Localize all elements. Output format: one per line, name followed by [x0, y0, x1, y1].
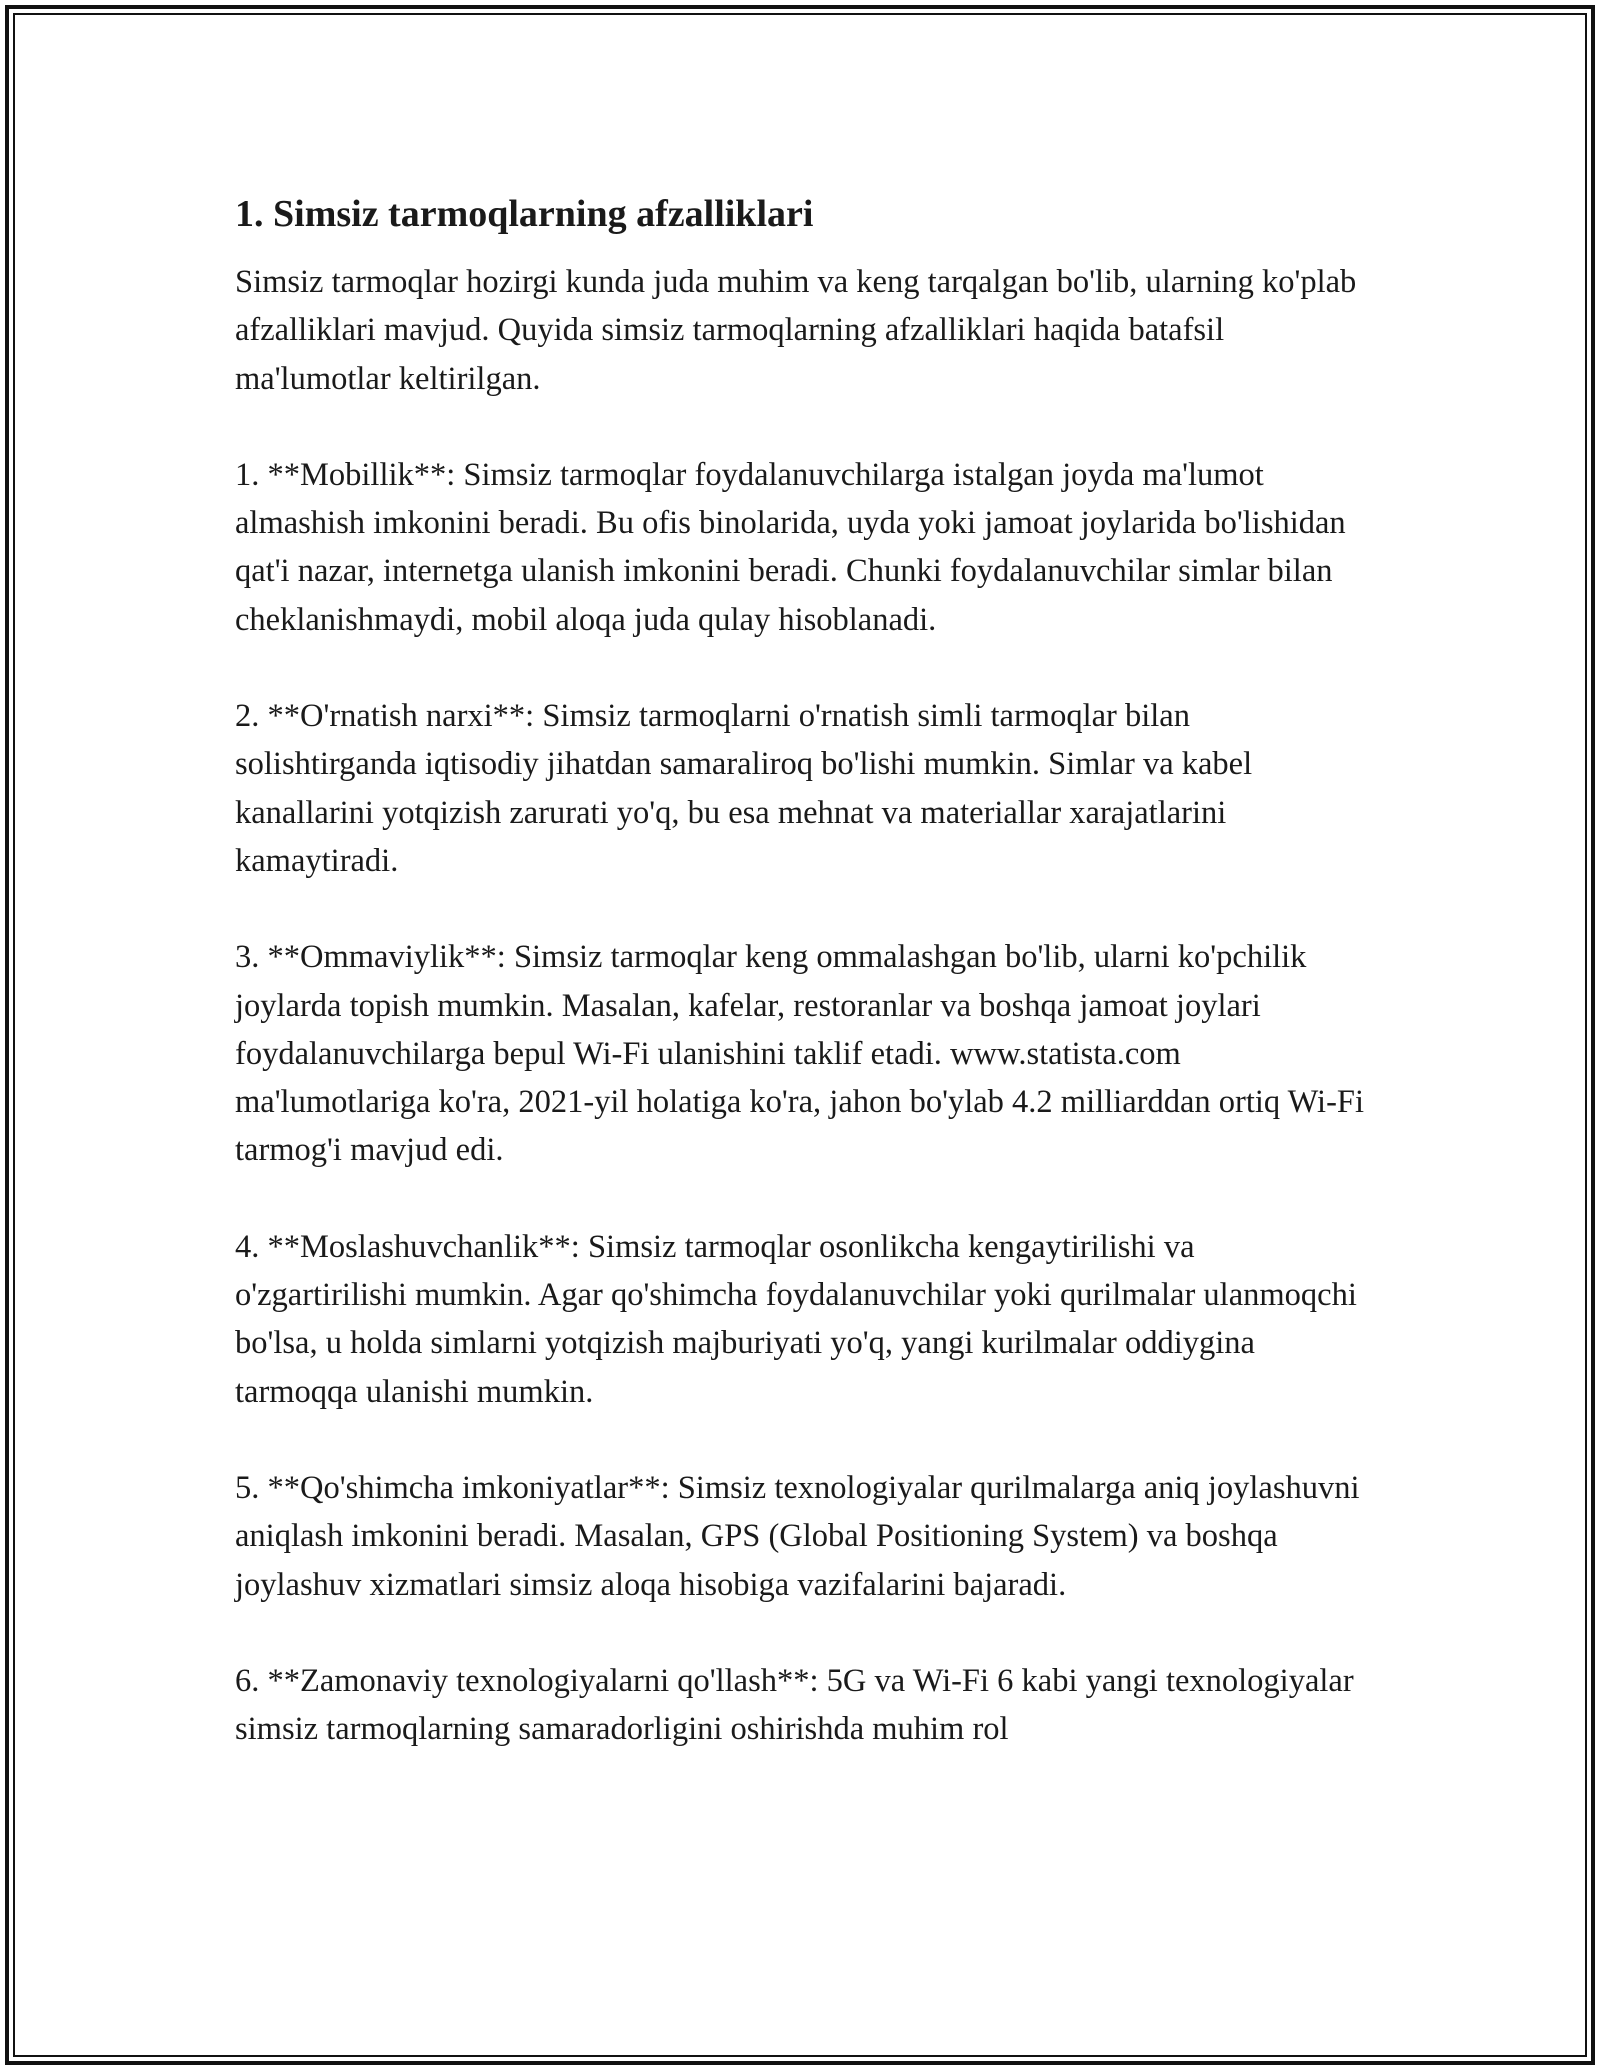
- list-item-flexibility: 4. **Moslashuvchanlik**: Simsiz tarmoqlar osonlikcha kengaytirilishi va o'zgartirilishi mumkin. Agar qo'shimcha foydalanuvchilar yoki qurilmalar ulanmoqchi bo'lsa, u holda simlarni yotqizish majburiyati yo'q, yangi kurilmalar oddiygina tarmoqqa ulanishi mumkin.: [235, 1228, 1357, 1410]
- document-page: [235, 188, 1365, 1801]
- list-item-mobility: 1. **Mobillik**: Simsiz tarmoqlar foydalanuvchilarga istalgan joyda ma'lumot almashish imkonini beradi. Bu ofis binolarida, uyda yoki jamoat joylarida bo'lishidan qat'i nazar, internetga ulanish imkonini beradi. Chunki foydalanuvchilar simlar bilan cheklanishmaydi, mobil aloqa juda qulay hisoblanadi.: [235, 456, 1346, 638]
- list-item-extra-features: 5. **Qo'shimcha imkoniyatlar**: Simsiz texnologiyalar qurilmalarga aniq joylashuvni aniqlash imkonini beradi. Masalan, GPS (Global Positioning System) va boshqa joylashuv xizmatlari simsiz aloqa hisobiga vazifalarini bajaradi.: [235, 1469, 1360, 1603]
- list-item-modern-technologies: 6. **Zamonaviy texnologiyalarni qo'llash**: 5G va Wi-Fi 6 kabi yangi texnologiyalar simsiz tarmoqlarning samaradorligini oshirishda muhim rol: [235, 1662, 1354, 1748]
- intro-paragraph: Simsiz tarmoqlar hozirgi kunda juda muhim va keng tarqalgan bo'lib, ularning ko'plab afzalliklari mavjud. Quyida simsiz tarmoqlarning afzalliklari haqida batafsil ma'lumotlar keltirilgan.: [235, 264, 1357, 397]
- list-item-popularity: 3. **Ommaviylik**: Simsiz tarmoqlar keng ommalashgan bo'lib, ularni ko'pchilik joylarda topish mumkin. Masalan, kafelar, restoranlar va boshqa jamoat joylari foydalanuvchilarga bepul Wi-Fi ulanishini taklif etadi. www.statista.com ma'lumotlariga ko'ra, 2021-yil holatiga ko'ra, jahon bo'ylab 4.2 milliarddan ortiq Wi-Fi tarmog'i mavjud edi.: [235, 939, 1364, 1169]
- list-item-installation-cost: 2. **O'rnatish narxi**: Simsiz tarmoqlarni o'rnatish simli tarmoqlar bilan solishtirganda iqtisodiy jihatdan samaraliroq bo'lishi mumkin. Simlar va kabel kanallarini yotqizish zarurati yo'q, bu esa mehnat va materiallar xarajatlarini kamaytiradi.: [235, 698, 1253, 879]
- section-heading: 1. Simsiz tarmoqlarning afzalliklari: [235, 193, 814, 235]
